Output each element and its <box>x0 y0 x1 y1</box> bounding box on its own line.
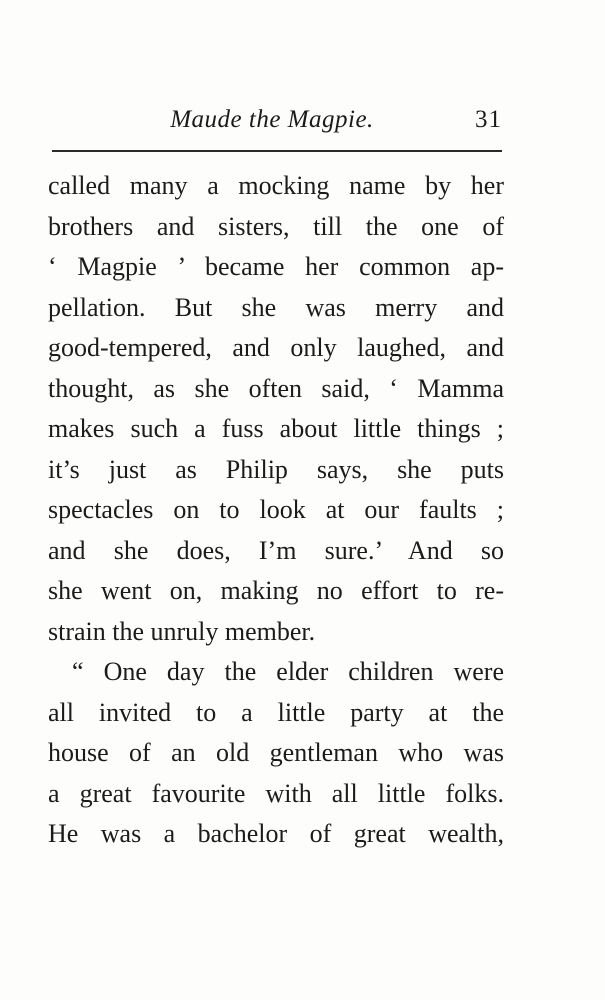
header-rule <box>52 150 502 152</box>
text-line: good-tempered, and only laughed, and <box>48 333 504 362</box>
text-line: house of an old gentleman who was <box>48 738 504 767</box>
text-line: a great favourite with all little folks. <box>48 778 504 808</box>
paragraph-start-line: “ One day the elder children were <box>72 657 504 686</box>
text-line: brothers and sisters, till the one of <box>48 211 504 241</box>
body-text <box>48 166 504 855</box>
text-line: it’s just as Philip says, she puts <box>48 454 504 484</box>
running-title: Maude the Magpie. <box>170 106 374 133</box>
text-line: called many a mocking name by her <box>48 171 504 200</box>
text-line: spectacles on to look at our faults ; <box>48 495 504 524</box>
paragraph-end-line: strain the unruly member. <box>48 616 316 646</box>
text-line: and she does, I’m sure.’ And so <box>48 535 504 565</box>
page-number: 31 <box>475 106 502 133</box>
text-line: pellation. But she was merry and <box>48 292 504 322</box>
text-line: He was a bachelor of great wealth, <box>48 819 504 848</box>
text-line: ‘ Magpie ’ became her common ap- <box>48 252 504 281</box>
text-line: she went on, making no effort to re- <box>48 576 504 605</box>
text-line: thought, as she often said, ‘ Mamma <box>48 373 504 403</box>
text-line: makes such a fuss about little things ; <box>48 414 504 443</box>
text-line: all invited to a little party at the <box>48 697 504 727</box>
running-head <box>52 105 502 137</box>
